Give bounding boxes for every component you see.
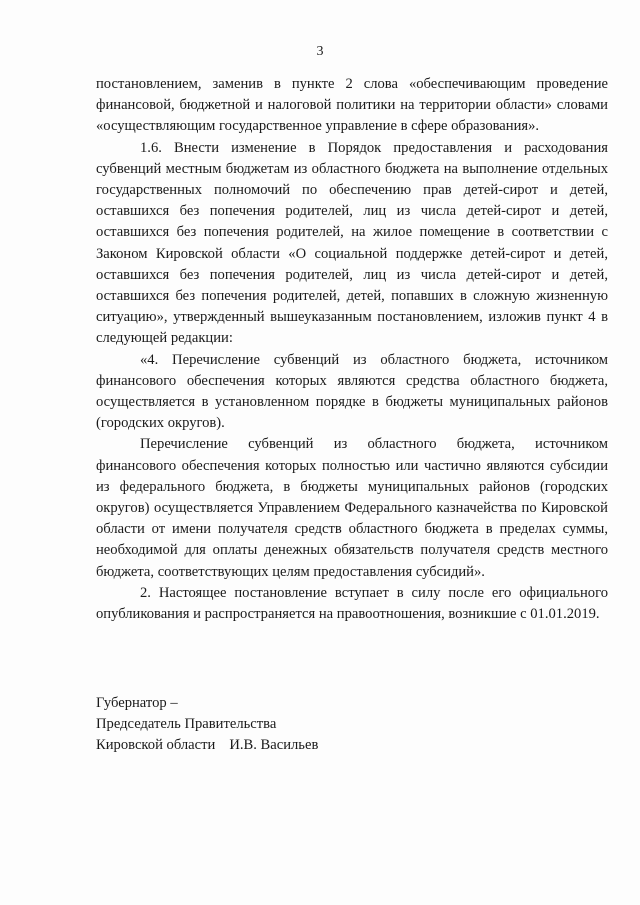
paragraph-item-4: «4. Перечисление субвенций из областного бюджета, источником финансового обеспечения которых являются средства областного бюджета, осуществляется в установленном порядке в бюджеты муниципальных районов (городских округов). bbox=[96, 351, 608, 432]
signature-block bbox=[96, 693, 318, 756]
signature-title-chairman: Председатель Правительства bbox=[96, 716, 277, 732]
signature-region: Кировской области bbox=[96, 737, 216, 753]
paragraph-effective-date: 2. Настоящее постановление вступает в силу после его официального опубликования и распространяется на правоотношения, возникшие с 01.01.2019. bbox=[96, 584, 608, 623]
paragraph-item-1-6: 1.6. Внести изменение в Порядок предоставления и расходования субвенций местным бюджетам из областного бюджета на выполнение отдельных государственных полномочий по обеспечению прав детей-сирот и детей, оставшихся без попечения родителей, лиц из числа детей-сирот и детей, оставшихся без попечения родителей, на жилое помещение в соответствии с Законом Кировской области «О социальной поддержке детей-сирот и детей, оставшихся без попечения родителей, лиц из числа детей-сирот и детей, оставшихся без попечения родителей, детей, попавших в сложную жизненную ситуацию», утвержденный вышеуказанным постановлением, изложив пункт 4 в следующей редакции: bbox=[96, 139, 608, 347]
signature-title-governor: Губернатор – bbox=[96, 695, 178, 711]
paragraph-federal-subsidies: Перечисление субвенций из областного бюджета, источником финансового обеспечения которых полностью или частично являются субсидии из федерального бюджета, в бюджеты муниципальных районов (городских округов) осуществляется Управлением Федерального казначейства по Кировской области от имени получателя средств областного бюджета в пределах суммы, необходимой для оплаты денежных обязательств получателя средств местного бюджета, соответствующих целям предоставления субсидий». bbox=[96, 436, 608, 580]
signatory-name: И.В. Васильев bbox=[229, 737, 319, 753]
document-body bbox=[96, 74, 608, 625]
paragraph-continuation: постановлением, заменив в пункте 2 слова «обеспечивающим проведение финансовой, бюджетной и налоговой политики на территории области» словами «осуществляющим государственное управление в сфере образования». bbox=[96, 76, 608, 135]
page-number: 3 bbox=[316, 44, 324, 59]
signature-region-line bbox=[96, 735, 318, 756]
